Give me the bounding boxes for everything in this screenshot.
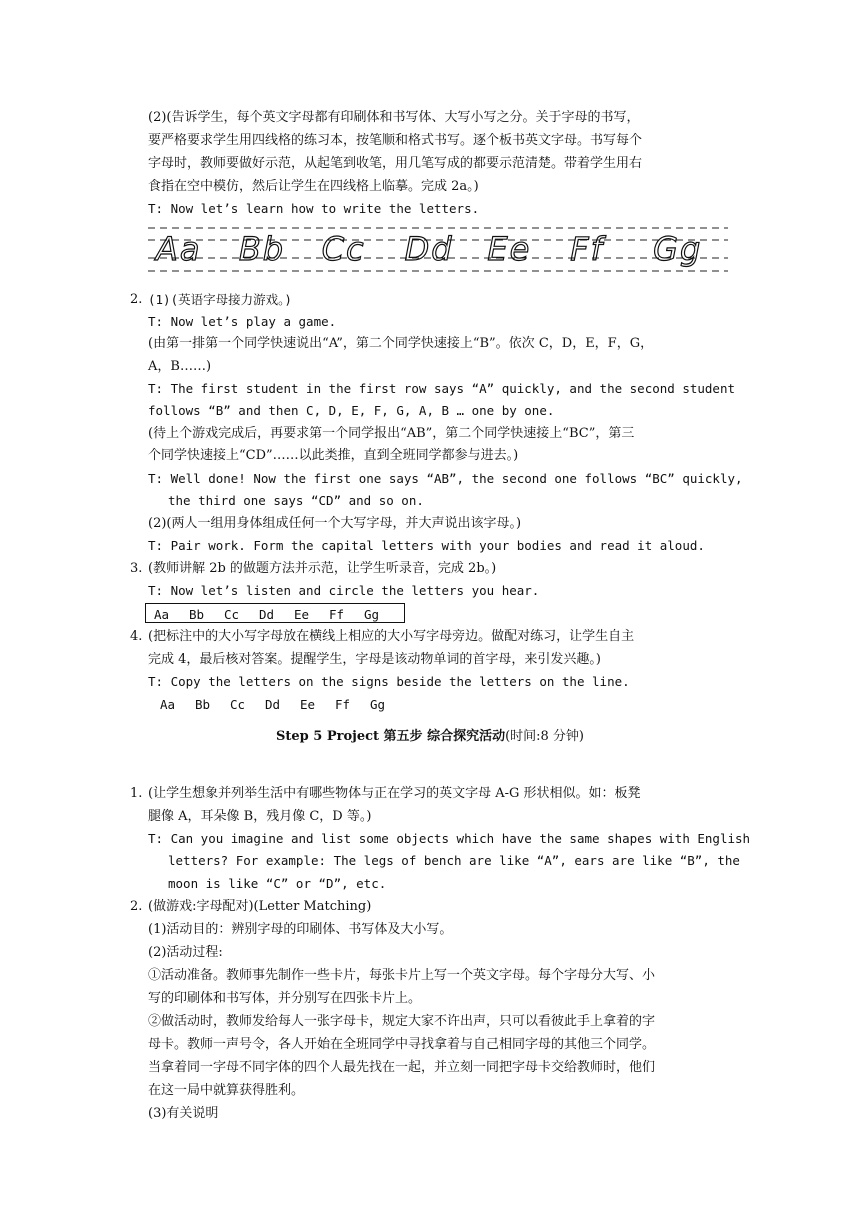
item-line: A，B……) — [148, 359, 212, 374]
item-number: 1. — [130, 786, 143, 801]
step-time: (时间:8 分钟) — [505, 729, 585, 744]
letter-pair: Ff — [329, 607, 345, 622]
item-line: (让学生想象并列举生活中有哪些物体与正在学习的英文字母 A-G 形状相似。如：板凳 — [148, 786, 641, 801]
handwriting-letter: Ee — [487, 230, 532, 268]
handwriting-letter: Aa — [156, 230, 202, 268]
teacher-line: T: Now let’s play a game. — [148, 314, 337, 329]
item-line: (由第一排第一个同学快速说出“A”，第二个同学快速接上“B”。依次 C，D，E，F，G， — [148, 336, 654, 351]
item-line: (3)有关说明 — [148, 1106, 219, 1121]
para-line: (2)(告诉学生，每个英文字母都有印刷体和书写体、大写小写之分。关于字母的书写， — [148, 110, 640, 125]
letter-pair: Gg — [370, 697, 386, 712]
item-line: 完成 4，最后核对答案。提醒学生，字母是该动物单词的首字母，来引发兴趣。) — [148, 652, 601, 667]
letter-pair: Aa — [160, 697, 176, 712]
letter-pair: Gg — [364, 607, 380, 622]
letter-pair: Ee — [300, 697, 316, 712]
item-line: (2)活动过程: — [148, 945, 223, 960]
item-number: 4. — [130, 629, 143, 644]
handwriting-letter: Dd — [404, 230, 454, 268]
item-line: (教师讲解 2b 的做题方法并示范，让学生听录音，完成 2b。) — [148, 561, 497, 576]
item-line: (1)(英语字母接力游戏。) — [148, 292, 292, 307]
item-line: (2)(两人一组用身体组成任何一个大写字母，并大声说出该字母。) — [148, 516, 522, 531]
letter-pair: Ff — [335, 697, 351, 712]
letters-box — [145, 603, 405, 623]
handwriting-letter: Ff — [570, 230, 604, 268]
step-heading — [0, 727, 860, 747]
para-line: 食指在空中模仿，然后让学生在四线格上临摹。完成 2a。) — [148, 179, 479, 194]
letter-pair: Dd — [259, 607, 275, 622]
handwriting-letter: Bb — [238, 230, 286, 268]
teacher-line: T: Copy the letters on the signs beside the letters on the line. — [148, 674, 630, 689]
item-line: 腿像 A，耳朵像 B，残月像 C，D 等。) — [148, 809, 372, 824]
letters-row — [160, 694, 405, 715]
item-line: ①活动准备。教师事先制作一些卡片，每张卡片上写一个英文字母。每个字母分大写、小 — [148, 968, 656, 983]
item-line: 个同学快速接上“CD”……以此类推，直到全班同学都参与进去。) — [148, 448, 519, 463]
letter-pair: Bb — [195, 697, 211, 712]
teacher-line: T: The first student in the first row says “A” quickly, and the second student — [148, 381, 735, 396]
item-line: 母卡。教师一声号令，各人开始在全班同学中寻找拿着与自己相同字母的其他三个同学。 — [148, 1037, 656, 1052]
teacher-line: T: Well done! Now the first one says “AB”, the second one follows “BC” quickly, — [148, 471, 743, 486]
para-line: 要严格要求学生用四线格的练习本，按笔顺和格式书写。逐个板书英文字母。书写每个 — [148, 133, 643, 148]
handwriting-letter: Cc — [321, 230, 366, 268]
step-title: Step 5 Project 第五步 综合探究活动 — [275, 729, 506, 744]
item-line: (把标注中的大小写字母放在横线上相应的大小写字母旁边。做配对练习，让学生自主 — [148, 629, 635, 644]
item-line: (待上个游戏完成后，再要求第一个同学报出“AB”，第二个同学快速接上“BC”，第三 — [148, 426, 635, 441]
letter-pair: Cc — [230, 697, 246, 712]
item-line: ②做活动时，教师发给每人一张字母卡，规定大家不许出声，只可以看彼此手上拿着的字 — [148, 1014, 656, 1029]
item-line: 当拿着同一字母不同字体的四个人最先找在一起，并立刻一同把字母卡交给教师时，他们 — [148, 1060, 656, 1075]
handwriting-letter: Gg — [653, 230, 703, 268]
teacher-line: T: Can you imagine and list some objects which have the same shapes with English — [148, 831, 751, 846]
teacher-line: follows “B” and then C, D, E, F, G, A, B … one by one. — [148, 403, 555, 418]
letter-pair: Dd — [265, 697, 281, 712]
letter-pair: Ee — [294, 607, 310, 622]
letter-pair: Aa — [154, 607, 170, 622]
item-number: 2. — [130, 899, 143, 914]
teacher-line: the third one says “CD” and so on. — [168, 493, 424, 508]
item-line: (做游戏:字母配对)(Letter Matching) — [148, 899, 372, 914]
handwriting-grid — [148, 222, 728, 278]
teacher-line: T: Now let’s learn how to write the letters. — [148, 201, 480, 216]
para-line: 字母时，教师要做好示范，从起笔到收笔，用几笔写成的都要示范清楚。带着学生用右 — [148, 156, 643, 171]
item-line: 写的印刷体和书写体，并分别写在四张卡片上。 — [148, 991, 422, 1006]
item-line: (1)活动目的：辨别字母的印刷体、书写体及大小写。 — [148, 922, 453, 937]
item-number: 2. — [130, 292, 143, 307]
teacher-line: moon is like “C” or “D”, etc. — [168, 876, 387, 891]
item-number: 3. — [130, 561, 143, 576]
letter-pair: Bb — [189, 607, 205, 622]
letter-pair: Cc — [224, 607, 240, 622]
teacher-line: T: Now let’s listen and circle the letters you hear. — [148, 583, 540, 598]
item-line: 在这一局中就算获得胜利。 — [148, 1083, 305, 1098]
teacher-line: T: Pair work. Form the capital letters with your bodies and read it aloud. — [148, 538, 705, 553]
teacher-line: letters? For example: The legs of bench are like “A”, ears are like “B”, the — [168, 853, 740, 868]
